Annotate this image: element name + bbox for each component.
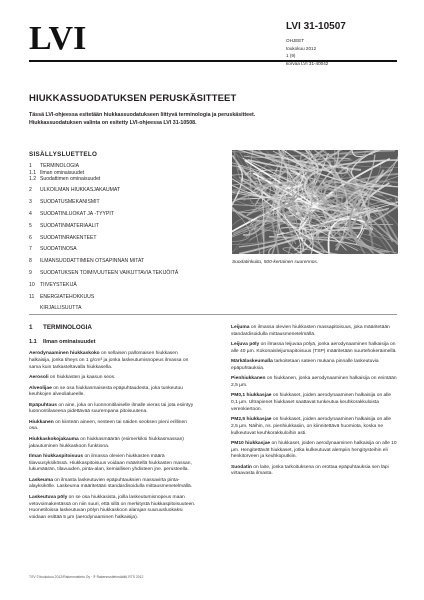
document-title: HIUKKASSUODATUKSEN PERUSKÄSITTEET	[29, 93, 237, 104]
definition-term: Alveolijae	[29, 385, 52, 391]
definition-paragraph	[29, 386, 197, 399]
toc-item-label: Ilman ominaisuudet	[40, 170, 85, 176]
toc-item-number: 6	[29, 234, 32, 241]
page-footer: TSV ©/toukokuu 2012/Rakennustieto Oy · ® Rakennustietosäätiö RTS 2012	[29, 575, 144, 579]
definition-text: tarkoitetaan sateen mukana pinnalle laskeutuvia epäpuhtauksia.	[231, 359, 379, 371]
definition-paragraph	[29, 375, 197, 382]
definitions-left	[29, 351, 197, 521]
definition-term: Laskeutuva pöly	[29, 494, 68, 500]
toc-item-number: 11	[29, 293, 35, 300]
definition-text: on se osa hiukkasista, joilla laskeutumisnopeus maan vetovoimakentässä on niin suuri, että sillä on merkitystä hiukkaspitoisuuteen. Huonetiloissa laskeutuvan pölyn hiukkaskoon alarajan suuruusluokaksi voidaan esittää 5 µm (aerodynaaminen halkaisija).	[29, 494, 196, 520]
definition-term: PM0,1 hiukkasjae	[231, 393, 272, 399]
definition-text: on ilmassa olevien hiukkasten massapitoisuus, joka määritetään standardisoidulla mittausmenetelmällä.	[231, 325, 390, 337]
toc-item	[29, 256, 219, 268]
definition-paragraph	[29, 495, 197, 522]
definition-term: Leijuma	[231, 325, 250, 330]
intro-text	[29, 112, 399, 127]
subsection-title: Ilman ominaisuudet	[43, 338, 96, 345]
definition-paragraph	[29, 420, 197, 433]
toc-item-number: 1	[29, 163, 32, 169]
lvi-logo: LVI	[29, 20, 87, 57]
definition-paragraph	[231, 417, 399, 437]
toc-item-label: TIIVEYSTEKIJÄ	[40, 281, 77, 288]
toc-item	[29, 244, 219, 256]
definition-term: Laskeuma	[29, 477, 53, 483]
subsection-number: 1.1	[29, 338, 37, 345]
definition-paragraph	[29, 437, 197, 450]
right-column	[231, 325, 399, 482]
filter-fiber-photo	[232, 150, 398, 254]
meta-type: OHJEET	[286, 38, 305, 43]
toc-item-label: ULKOILMAN HIUKKASJAKAUMAT	[40, 187, 121, 194]
toc-item-label: ENERGIATEHOKKUUS	[40, 293, 95, 300]
definition-paragraph	[231, 465, 399, 478]
definition-term: PM2,5 hiukkasjae	[231, 417, 272, 423]
fiber-microscope-image	[232, 150, 398, 254]
intro-line: Tässä LVI-ohjeessa esitetään hiukkassuodatukseen liittyvä terminologia ja peruskäsitteet.	[29, 112, 256, 118]
toc-item	[29, 292, 219, 304]
subsection-heading	[29, 339, 197, 346]
toc-item-label: SUODATINMATERIAALIT	[40, 222, 99, 229]
header-rule	[29, 60, 397, 62]
definition-term: Märkälaskeumalla	[231, 359, 273, 365]
definition-text: on se osa hiukkasmaisesta epäpuhtaudesta, joka tunkeutuu keuhkojen alveolialueelle.	[29, 385, 183, 398]
toc-item-label: SUODATUSMEKANISMIT	[40, 199, 100, 206]
definition-text: on ilmassa leijuvaa pölyä, jonka aerodynaaminen halkaisija on alle 40 µm. Kokonaisleijumapitoisuus (TSP) määritetään suurtehokeräimellä.	[231, 342, 397, 354]
document-meta	[286, 37, 328, 67]
toc-item-label: SUODATUKSEN TOIMIVUUTEEN VAIKUTTAVIA TEKIJÖITÄ	[40, 269, 179, 276]
toc-item-number: 10	[29, 281, 35, 288]
meta-replaces: korvaa LVI 31-40042	[286, 60, 329, 66]
toc-item-number: 8	[29, 258, 32, 265]
definitions-right	[231, 325, 399, 478]
toc-item-label: KIRJALLISUUTTA	[40, 305, 82, 312]
definition-paragraph	[29, 454, 197, 474]
definition-paragraph	[231, 325, 399, 338]
definition-term: PM10 hiukkasjae	[231, 440, 271, 446]
meta-date: toukokuu 2012	[286, 45, 317, 51]
toc-item	[29, 268, 219, 280]
toc-item-label: SUODATINOSA	[40, 246, 77, 253]
definition-text: on hiukkanen, jonka aerodynaaminen halkaisija on enintään 2,5 µm.	[231, 376, 397, 388]
section-title: TERMINOLOGIA	[43, 324, 92, 331]
definition-text: on kiinteän aineen, nesteen tai näiden seoksen pieni erillinen osa.	[29, 419, 187, 432]
toc-item-number: 5	[29, 222, 32, 229]
definition-paragraph	[231, 441, 399, 461]
toc-item	[29, 209, 219, 221]
definition-paragraph	[231, 342, 399, 355]
section-heading	[29, 325, 197, 332]
definition-text: on ilmassa olevien hiukkasten määrä tilavuusyksikössä. Hiukkaspitoisuus voidaan määritellä hiukkasten massan, lukumäärän, tilavuuden, pinta-alan, kemiallisen yhdisteen jne. perusteella.	[29, 453, 192, 473]
definition-term: Suodatin	[231, 464, 252, 470]
intro-line: Hiukkassuodatuksen valinta on esitetty LVI-ohjeessa LVI 31-10508.	[29, 119, 197, 126]
toc-item-number: 1.2	[29, 176, 37, 183]
toc-heading: SISÄLLYSLUETTELO	[29, 151, 98, 158]
toc-item	[29, 163, 219, 170]
definition-term: Hiukkaskokojakauma	[29, 436, 79, 442]
definition-paragraph	[231, 393, 399, 413]
section-number: 1	[29, 324, 33, 331]
toc-item-number: 1.1	[29, 170, 37, 176]
toc-item-label: SUODATINRAKENTEET	[40, 234, 97, 241]
definition-paragraph	[29, 403, 197, 416]
definition-paragraph	[29, 351, 197, 371]
toc-item	[29, 185, 219, 197]
definition-paragraph	[29, 478, 197, 491]
definition-paragraph	[231, 359, 399, 372]
document-number: LVI 31-10507	[286, 21, 346, 32]
definition-text: on laite, jonka tarkoituksena on erottaa epäpuhtauksia sen läpi virtaavasta ilmasta.	[231, 464, 389, 477]
toc-item	[29, 221, 219, 233]
section-rule	[29, 314, 397, 315]
definition-term: Pienhiukkanen	[231, 376, 266, 382]
toc-item	[29, 280, 219, 292]
toc-item	[29, 197, 219, 209]
definition-text: on hiukkasten ja kaasun seos.	[48, 375, 116, 381]
toc-item-label: ILMANSUODATTIMIEN OTSAPINNAN MITAT	[40, 258, 145, 265]
table-of-contents	[29, 163, 219, 315]
toc-item-number: 2	[29, 187, 32, 194]
definition-text: on aine, joka on luonnonitilaiselle ilmalle vieras tai jota esiintyy luonnontilaseena pidettävää suurempana pitoisuutena.	[29, 402, 194, 415]
figure-caption: Suodatinkuitu, 500-kertainen suurennos.	[232, 260, 319, 265]
definition-term: Ilman hiukkaspitoisuus	[29, 453, 84, 459]
definition-term: Aerosoli	[29, 375, 49, 381]
toc-item	[29, 176, 219, 182]
definition-text: on hiukkaset, joiden aerodynaaminen halkaisija on alle 2,5 µm. Näihin, ns. pienhiukkasiin, on kiinnitettävä huomiota, koska ne kulkeutuvat keuhkorakkuloihin asti.	[231, 417, 392, 436]
definition-paragraph	[231, 376, 399, 389]
meta-page: 1 (9)	[286, 53, 296, 58]
definition-text: on hiukkaset, joiden aerodynaaminen halkaisija on alle 0,1 µm. Ultrapienet hiukkaset saattavat tunkeutua keuhkorakkuloista verenkiertoon.	[231, 393, 392, 412]
definition-text: on ilmasta laskeutuvien epäpuhtauksien massavirta pinta-alayksikölle. Laskeuma määritetään standardisoidulla mittausmenetelmällä.	[29, 477, 193, 490]
toc-item-label: SUODATINLUOKAT JA -TYYPIT	[40, 211, 114, 217]
definition-text: on hiukkaset, joiden aerodynaaminen halkaisija on alle 10 µm. Hengitettävät hiukkaset, jotka kulkeutuvat alempiin hengitysteihin eli henkitorveen ja keuhkoputkiin.	[231, 440, 397, 460]
toc-item-label: TERMINOLOGIA	[40, 163, 80, 169]
definition-text: on hiukkasmäärän (esimerkiksi hiukkasmassan) jakautuminen hiukkaskoon funktiona.	[29, 436, 184, 449]
toc-item-number: 7	[29, 246, 32, 253]
toc-item-number: 4	[29, 211, 32, 217]
definition-term: Hiukkanen	[29, 419, 54, 425]
toc-item-label: Suodattimen ominaisuudet	[40, 176, 101, 183]
definition-term: Epäpuhtaus	[29, 402, 57, 408]
definition-term: Aerodynaaminen hiukkaskoko	[29, 351, 100, 357]
definition-text: on sellaisen pallomaisen hiukkasen halkaisija, jonka tiheys on 1 g/cm³ ja jonka laskeutumisnopeus ilmassa on sama kuin tarkasteltavalla hiukkasella.	[29, 351, 189, 370]
left-column	[29, 325, 197, 525]
definition-term: Leijuva pöly	[231, 342, 260, 348]
toc-item	[29, 233, 219, 245]
toc-item-number: 9	[29, 269, 32, 276]
toc-item-number: 3	[29, 199, 32, 206]
